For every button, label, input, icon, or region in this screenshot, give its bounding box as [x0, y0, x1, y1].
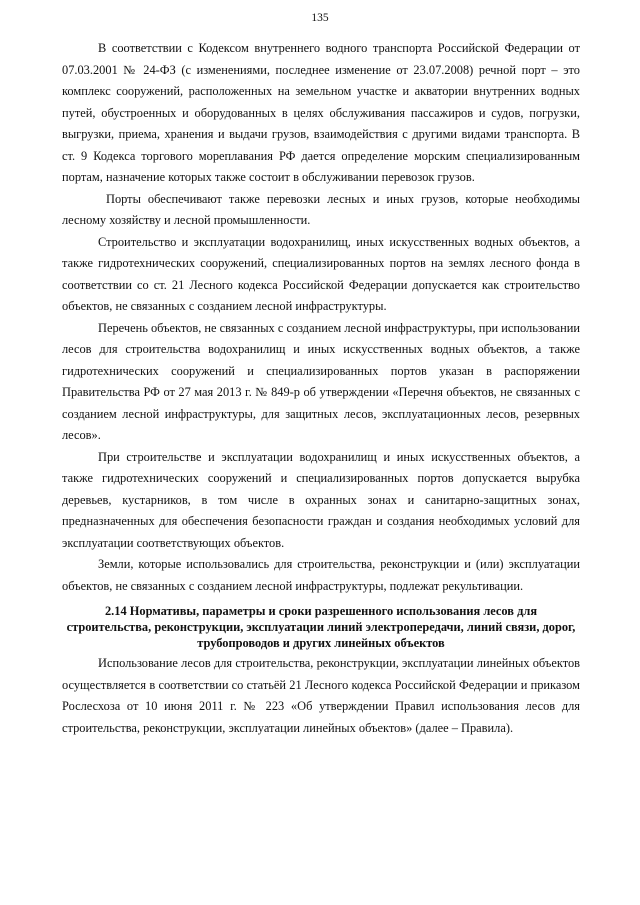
paragraph-river-port-definition: В соответствии с Кодексом внутреннего водного транспорта Российской Федерации от 07.03.2001 № 24-ФЗ (с изменениями, последнее изменение от 23.07.2008) речной порт – это комплекс сооружений, расположенных на земельном участке и акватории внутренних водных путей, обустроенных и оборудованных в целях обслуживания пассажиров и судов, погрузки, выгрузки, приема, хранения и выдачи грузов, взаимодействия с другими видами транспорта. В ст. 9 Кодекса торгового мореплавания РФ дается определение морским специализированным портам, назначение которых также состоит в обслуживании перевозок грузов. [62, 41, 580, 184]
paragraph-ports-transport: Порты обеспечивают также перевозки лесных и иных грузов, которые необходимы лесному хозяйству и лесной промышленности. [62, 191, 580, 227]
paragraph-object-list: Перечень объектов, не связанных с созданием лесной инфраструктуры, при использовании лесов для строительства водохранилищ и иных искусственных водных объектов, а также гидротехнических сооружений и специализированных портов указан в распоряжении Правительства РФ от 27 мая 2013 г. № 849-р об утверждении «Перечня объектов, не связанных с созданием лесной инфраструктуры, для защитных лесов, эксплуатационных лесов, резервных лесов». [62, 320, 580, 442]
section-heading: 2.14 Нормативы, параметры и сроки разрешенного использования лесов для строительства, реконструкции, эксплуатации линий электропередачи, линий связи, дорог, трубопроводов и других линейных объектов [66, 604, 576, 650]
paragraph-recultivation: Земли, которые использовались для строительства, реконструкции и (или) эксплуатации объектов, не связанных с созданием лесной инфраструктуры, подлежат рекультивации. [62, 557, 580, 593]
paragraph-tree-cutting: При строительстве и эксплуатации водохранилищ и иных искусственных объектов, а также гидротехнических сооружений и специализированных портов допускается вырубка деревьев, кустарников, в том числе в охранных зонах и санитарно-защитных зонах, предназначенных для обеспечения безопасности граждан и создания необходимых условий для эксплуатации соответствующих объектов. [62, 449, 580, 550]
page-number: 135 [311, 12, 329, 24]
document-body [62, 38, 580, 739]
paragraph-linear-objects: Использование лесов для строительства, реконструкции, эксплуатации линейных объектов осуществляется в соответствии со статьёй 21 Лесного кодекса Российской Федерации и приказом Рослесхоза от 10 июня 2011 г. № 223 «Об утверждении Правил использования лесов для строительства, реконструкции, эксплуатации линейных объектов» (далее – Правила). [62, 656, 580, 735]
paragraph-reservoir-construction: Строительство и эксплуатации водохранилищ, иных искусственных водных объектов, а также гидротехнических сооружений, специализированных портов на землях лесного фонда в соответствии со ст. 21 Лесного кодекса Российской Федерации допускается как строительство объектов, не связанных с созданием лесной инфраструктуры. [62, 234, 580, 313]
